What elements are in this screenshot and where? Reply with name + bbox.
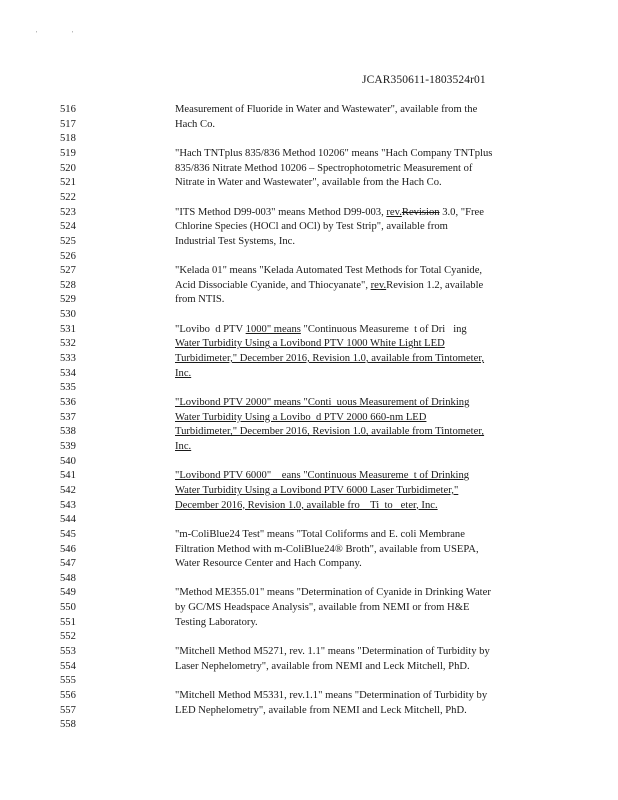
text-segment: "ITS Method D99-003" means Method D99-003,	[175, 206, 387, 218]
line-text	[175, 543, 479, 557]
document-line	[0, 660, 618, 674]
line-text	[175, 367, 191, 381]
line-number: 530	[60, 309, 76, 321]
text-segment: Measurement of Fluoride in Water and Wastewater", available from the	[175, 104, 478, 115]
document-line	[0, 440, 618, 454]
line-text	[175, 396, 469, 410]
document-line	[0, 557, 618, 571]
document-line	[0, 572, 618, 586]
text-segment: Revision 1.2, available	[386, 279, 484, 291]
line-number: 529	[60, 294, 76, 306]
inserted-text: Water Turbidity Using a Lovibond PTV 1000 White Light LED	[175, 338, 445, 350]
text-segment: "Hach TNTplus 835/836 Method 10206" means "Hach Company TNTplus	[175, 147, 493, 159]
line-number: 551	[60, 616, 76, 628]
document-line	[0, 367, 618, 381]
document-line	[0, 323, 618, 337]
line-number: 518	[60, 133, 76, 145]
inserted-text: Inc.	[175, 367, 192, 379]
scan-mark: '	[36, 30, 38, 38]
line-number: 532	[60, 338, 76, 350]
document-line	[0, 396, 618, 410]
line-number: 542	[60, 484, 76, 496]
text-segment: by GC/MS Headspace Analysis", available from NEMI or from H&E	[175, 602, 470, 614]
text-segment: Nitrate in Water and Wastewater", available from the Hach Co.	[175, 177, 442, 189]
line-text	[175, 147, 492, 161]
text-segment: "Method ME355.01" means "Determination of Cyanide in Drinking Water	[175, 587, 491, 599]
line-number: 533	[60, 353, 76, 365]
inserted-text: rev.	[370, 279, 387, 291]
text-segment: LED Nephelometry", available from NEMI and Leck Mitchell, PhD.	[175, 704, 467, 716]
text-segment: Filtration Method with m-ColiBlue24® Broth", available from USEPA,	[175, 543, 479, 555]
inserted-text: 1000" means	[245, 323, 301, 335]
text-segment: from NTIS.	[175, 294, 225, 306]
document-line	[0, 645, 618, 659]
document-line	[0, 411, 618, 425]
line-number: 520	[60, 162, 76, 174]
line-number: 535	[60, 382, 76, 394]
line-number: 555	[60, 675, 76, 687]
text-segment: "m-ColiBlue24 Test" means "Total Coliforms and E. coli Membrane	[175, 528, 465, 540]
text-segment: "Mitchell Method M5271, rev. 1.1" means "Determination of Turbidity by	[175, 646, 490, 658]
line-text	[175, 601, 469, 615]
document-line	[0, 308, 618, 322]
inserted-text: December 2016, Revision 1.0, available fro Ti to eter, Inc.	[175, 499, 438, 511]
document-id: JCAR350611-1803524r01	[362, 74, 486, 86]
line-number: 544	[60, 514, 76, 526]
document-line	[0, 235, 618, 249]
line-number: 517	[60, 118, 76, 130]
line-number: 550	[60, 602, 76, 614]
line-number: 534	[60, 367, 76, 379]
line-number: 548	[60, 572, 76, 584]
document-line	[0, 630, 618, 644]
line-number: 528	[60, 279, 76, 291]
document-line	[0, 528, 618, 542]
document-line	[0, 103, 618, 117]
line-text	[175, 528, 465, 542]
line-number: 545	[60, 528, 76, 540]
line-text	[175, 220, 448, 234]
line-number: 526	[60, 250, 76, 262]
document-line	[0, 425, 618, 439]
inserted-text: "Lovibond PTV 6000" eans "Continuous Measureme t of Drinking	[175, 470, 470, 482]
document-line	[0, 513, 618, 527]
line-text	[175, 176, 442, 190]
text-segment: Water Resource Center and Hach Company.	[175, 558, 362, 570]
document-line	[0, 176, 618, 190]
document-line	[0, 147, 618, 161]
line-number: 522	[60, 191, 76, 203]
line-text	[175, 293, 224, 307]
document-line	[0, 293, 618, 307]
line-number: 554	[60, 660, 76, 672]
line-number: 516	[60, 104, 76, 115]
document-line	[0, 704, 618, 718]
inserted-text: Turbidimeter," December 2016, Revision 1.0, available from Tintometer,	[175, 426, 485, 438]
line-text	[175, 103, 477, 117]
document-line	[0, 499, 618, 513]
text-segment: Acid Dissociable Cyanide, and Thiocyanate",	[175, 279, 371, 291]
line-number: 527	[60, 265, 76, 277]
inserted-text: "Lovibond PTV 2000" means "Conti uous Measurement of Drinking	[175, 397, 470, 408]
line-number: 523	[60, 206, 76, 218]
document-line	[0, 689, 618, 703]
line-text	[175, 162, 472, 176]
inserted-text: Turbidimeter," December 2016, Revision 1.0, available from Tintometer,	[175, 353, 485, 365]
line-text	[175, 586, 491, 600]
document-line	[0, 469, 618, 483]
line-number: 519	[60, 147, 76, 159]
document-line	[0, 118, 618, 132]
line-number: 538	[60, 426, 76, 438]
document-line	[0, 279, 618, 293]
line-text	[175, 411, 426, 425]
text-segment: "Mitchell Method M5331, rev.1.1" means "Determination of Turbidity by	[175, 690, 488, 701]
text-segment: Chlorine Species (HOCl and OCl) by Test Strip", available from	[175, 221, 448, 233]
inserted-text: Water Turbidity Using a Lovibo d PTV 2000 660-nm LED	[175, 411, 427, 423]
line-text	[175, 499, 438, 513]
document-line	[0, 191, 618, 205]
line-text	[175, 616, 258, 630]
inserted-text: Inc.	[175, 440, 192, 452]
line-number: 549	[60, 587, 76, 599]
document-line	[0, 381, 618, 395]
line-number: 552	[60, 631, 76, 643]
line-text	[175, 264, 482, 278]
document-line	[0, 352, 618, 366]
text-segment: Laser Nephelometry", available from NEMI and Leck Mitchell, PhD.	[175, 660, 470, 672]
line-text	[175, 337, 445, 351]
line-number: 539	[60, 440, 76, 452]
text-segment: Hach Co.	[175, 118, 216, 130]
line-number: 553	[60, 646, 76, 658]
scan-mark: '	[72, 30, 74, 38]
document-line	[0, 543, 618, 557]
line-number: 537	[60, 411, 76, 423]
text-segment: Industrial Test Systems, Inc.	[175, 235, 295, 247]
line-text	[175, 279, 483, 293]
document-line	[0, 264, 618, 278]
line-number: 547	[60, 558, 76, 570]
line-number: 541	[60, 470, 76, 482]
line-text	[175, 645, 490, 659]
line-number: 557	[60, 704, 76, 716]
line-text	[175, 118, 215, 132]
text-segment: 3.0, "Free	[439, 206, 484, 218]
line-text	[175, 352, 484, 366]
line-text	[175, 557, 362, 571]
line-number: 556	[60, 690, 76, 701]
line-text	[175, 689, 487, 703]
document-line	[0, 250, 618, 264]
document-line	[0, 718, 618, 732]
line-text	[175, 425, 484, 439]
inserted-text: rev.	[386, 206, 402, 218]
line-text	[175, 235, 295, 249]
document-line	[0, 616, 618, 630]
line-text	[175, 660, 470, 674]
line-number: 543	[60, 499, 76, 511]
document-line	[0, 674, 618, 688]
document-line	[0, 337, 618, 351]
text-segment: "Lovibo d PTV	[175, 323, 246, 335]
line-text	[175, 440, 191, 454]
document-line	[0, 206, 618, 220]
struck-text: Revision	[401, 206, 440, 218]
document-line	[0, 484, 618, 498]
text-segment: "Kelada 01" means "Kelada Automated Test Methods for Total Cyanide,	[175, 265, 483, 277]
line-text	[175, 704, 467, 718]
text-segment: 835/836 Nitrate Method 10206 – Spectrophotometric Measurement of	[175, 162, 473, 174]
line-text	[175, 206, 484, 220]
line-number: 546	[60, 543, 76, 555]
document-line	[0, 455, 618, 469]
text-segment: "Continuous Measureme t of Dri ing	[300, 323, 467, 335]
line-number: 536	[60, 397, 76, 408]
document-line	[0, 586, 618, 600]
document-line	[0, 162, 618, 176]
line-number: 540	[60, 455, 76, 467]
line-number: 558	[60, 719, 76, 731]
document-line	[0, 132, 618, 146]
line-number: 521	[60, 177, 76, 189]
line-number: 524	[60, 221, 76, 233]
line-text	[175, 323, 467, 337]
document-line	[0, 220, 618, 234]
line-number: 531	[60, 323, 76, 335]
line-number: 525	[60, 235, 76, 247]
text-segment: Testing Laboratory.	[175, 616, 258, 628]
line-text	[175, 484, 458, 498]
inserted-text: Water Turbidity Using a Lovibond PTV 6000 Laser Turbidimeter,"	[175, 484, 459, 496]
document-line	[0, 601, 618, 615]
line-text	[175, 469, 469, 483]
